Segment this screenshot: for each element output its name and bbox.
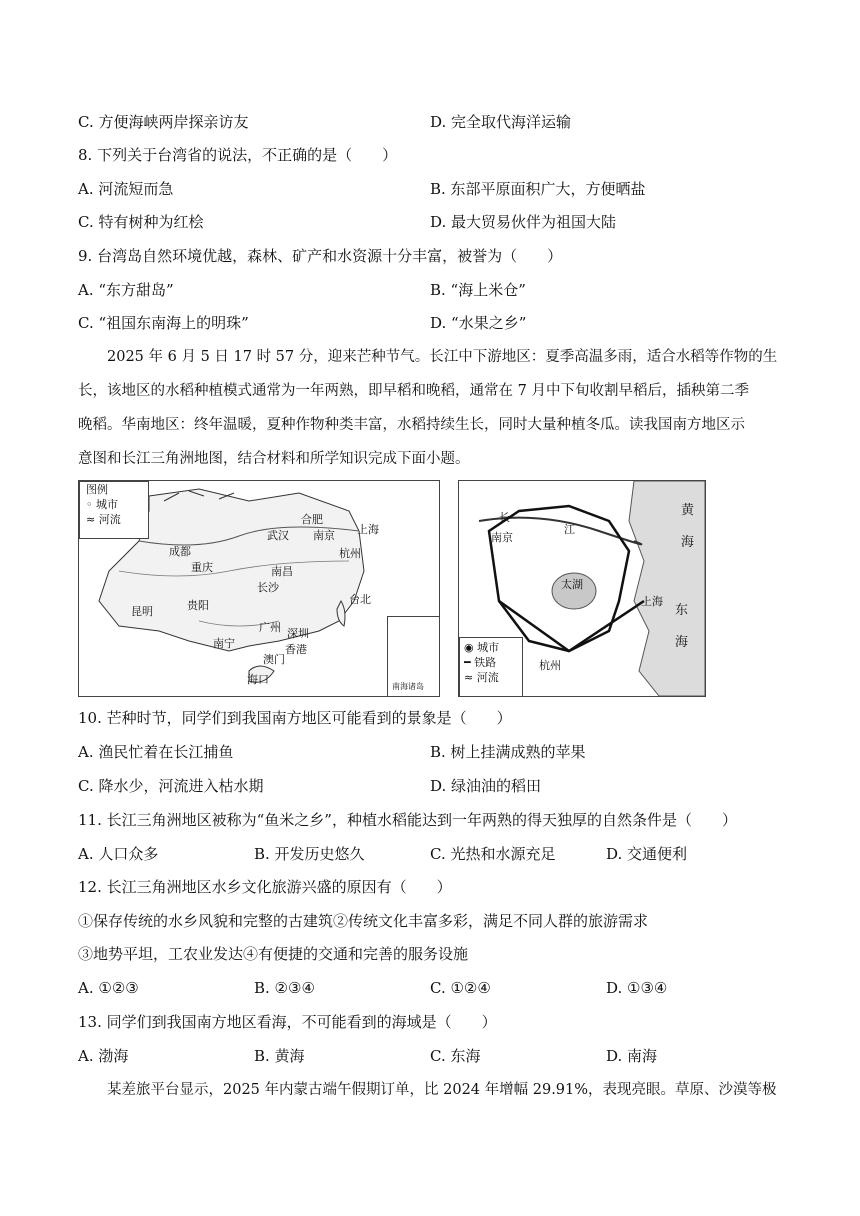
- legend-title: 图例: [86, 483, 108, 496]
- q11-option-a: A. 人口众多: [78, 845, 159, 863]
- q8-stem: 8. 下列关于台湾省的说法，不正确的是（ ）: [78, 146, 398, 164]
- q10-option-d: D. 绿油油的稻田: [430, 777, 542, 795]
- q12-option-a: A. ①②③: [78, 979, 139, 997]
- city-label: 香港: [285, 643, 307, 656]
- map-label: 海: [675, 635, 689, 650]
- q13-option-b: B. 黄海: [254, 1047, 305, 1065]
- railway-symbol-icon: ━: [464, 656, 475, 669]
- legend-railway: 铁路: [474, 656, 497, 669]
- map-label: 江: [564, 523, 575, 536]
- map-label: 长: [499, 511, 510, 524]
- yangtze-delta-map: [458, 480, 706, 697]
- q12-option-d: D. ①③④: [606, 979, 668, 997]
- city-label: 长沙: [257, 581, 279, 594]
- city-label: 澳门: [263, 653, 285, 666]
- passage-line: 长，该地区的水稻种植模式通常为一年两熟，即早稻和晚稻，通常在 7 月中下旬收割早稻后，插秧第二季: [78, 383, 749, 399]
- city-label: 广州: [259, 621, 281, 634]
- map-label: 杭州: [539, 659, 561, 672]
- south-china-sea-inset: [387, 616, 440, 697]
- map-label: 东: [675, 603, 689, 618]
- q13-option-d: D. 南海: [606, 1047, 658, 1065]
- river-symbol-icon: ≈: [464, 671, 477, 684]
- q11-option-d: D. 交通便利: [606, 845, 688, 863]
- q11-option-b: B. 开发历史悠久: [254, 845, 365, 863]
- map-label: 海: [681, 535, 695, 550]
- city-label: 贵阳: [187, 599, 209, 612]
- q10-option-b: B. 树上挂满成熟的苹果: [430, 743, 586, 761]
- q13-option-c: C. 东海: [430, 1047, 481, 1065]
- passage-inner-mongolia: 某差旅平台显示，2025 年内蒙古端午假期订单，比 2024 年增幅 29.91%，表现亮眼。草原、沙漠等极: [78, 1082, 777, 1098]
- city-label: 昆明: [131, 605, 153, 618]
- q9-option-b: B. “海上米仓”: [430, 281, 526, 299]
- city-label: 台北: [349, 593, 371, 606]
- city-label: 合肥: [301, 513, 323, 526]
- passage-line: 晚稻。华南地区：终年温暖，夏种作物种类丰富，水稻持续生长，同时大量种植冬瓜。读我国南方地区示: [78, 417, 745, 433]
- q13-option-a: A. 渤海: [78, 1047, 129, 1065]
- map-label: 南京: [491, 531, 513, 544]
- legend-river: 河流: [98, 513, 121, 526]
- map-legend: [459, 637, 523, 697]
- q12-statement-1: ①保存传统的水乡风貌和完整的古建筑②传统文化丰富多彩，满足不同人群的旅游需求: [78, 912, 649, 930]
- city-marker-icon: ◉: [464, 641, 478, 654]
- q9-option-c: C. “祖国东南海上的明珠”: [78, 314, 249, 332]
- city-label: 重庆: [191, 561, 213, 574]
- q11-stem: 11. 长江三角洲地区被称为“鱼米之乡”，种植水稻能达到一年两熟的得天独厚的自然条件是（ ）: [78, 811, 737, 829]
- passage-mangzhong: [78, 340, 778, 476]
- passage-line: 意图和长江三角洲地图，结合材料和所学知识完成下面小题。: [78, 451, 470, 467]
- legend-river: 河流: [476, 671, 499, 684]
- q11-option-c: C. 光热和水源充足: [430, 845, 556, 863]
- southern-china-map: [78, 480, 440, 697]
- q8-option-c: C. 特有树种为红桧: [78, 213, 204, 231]
- legend-city: 城市: [477, 641, 500, 654]
- q12-statement-2: ③地势平坦，工农业发达④有便捷的交通和完善的服务设施: [78, 945, 469, 963]
- q9-stem: 9. 台湾岛自然环境优越，森林、矿产和水资源十分丰富，被誉为（ ）: [78, 247, 563, 265]
- q7-option-d: D. 完全取代海洋运输: [430, 113, 572, 131]
- city-marker-icon: ◦: [86, 498, 96, 511]
- map-label: 太湖: [561, 578, 583, 591]
- map-legend: [79, 481, 149, 539]
- q10-option-c: C. 降水少，河流进入枯水期: [78, 777, 264, 795]
- map-label: 上海: [641, 595, 663, 608]
- inset-label: 南海诸岛: [392, 682, 424, 691]
- q13-stem: 13. 同学们到我国南方地区看海，不可能看到的海域是（ ）: [78, 1013, 497, 1031]
- city-label: 深圳: [287, 627, 309, 640]
- q8-option-b: B. 东部平原面积广大，方便晒盐: [430, 180, 646, 198]
- q12-option-c: C. ①②④: [430, 979, 491, 997]
- q12-option-b: B. ②③④: [254, 979, 315, 997]
- q10-stem: 10. 芒种时节，同学们到我国南方地区可能看到的景象是（ ）: [78, 709, 512, 727]
- city-label: 成都: [169, 545, 191, 558]
- city-label: 上海: [357, 523, 379, 536]
- q10-option-a: A. 渔民忙着在长江捕鱼: [78, 743, 234, 761]
- river-symbol-icon: ≈: [86, 513, 99, 526]
- q9-option-d: D. “水果之乡”: [430, 314, 527, 332]
- q9-option-a: A. “东方甜岛”: [78, 281, 174, 299]
- city-label: 南京: [313, 529, 335, 542]
- q8-option-a: A. 河流短而急: [78, 180, 174, 198]
- city-label: 海口: [247, 673, 269, 686]
- q8-option-d: D. 最大贸易伙伴为祖国大陆: [430, 213, 617, 231]
- q7-option-c: C. 方便海峡两岸探亲访友: [78, 113, 249, 131]
- q12-stem: 12. 长江三角洲地区水乡文化旅游兴盛的原因有（ ）: [78, 878, 452, 896]
- city-label: 南昌: [271, 565, 293, 578]
- city-label: 杭州: [339, 547, 361, 560]
- city-label: 武汉: [267, 529, 289, 542]
- legend-city: 城市: [96, 498, 118, 511]
- map-label: 黄: [681, 503, 695, 518]
- passage-line: 2025 年 6 月 5 日 17 时 57 分，迎来芒种节气。长江中下游地区：夏季高温多雨，适合水稻等作物的生: [78, 349, 778, 365]
- city-label: 南宁: [213, 637, 235, 650]
